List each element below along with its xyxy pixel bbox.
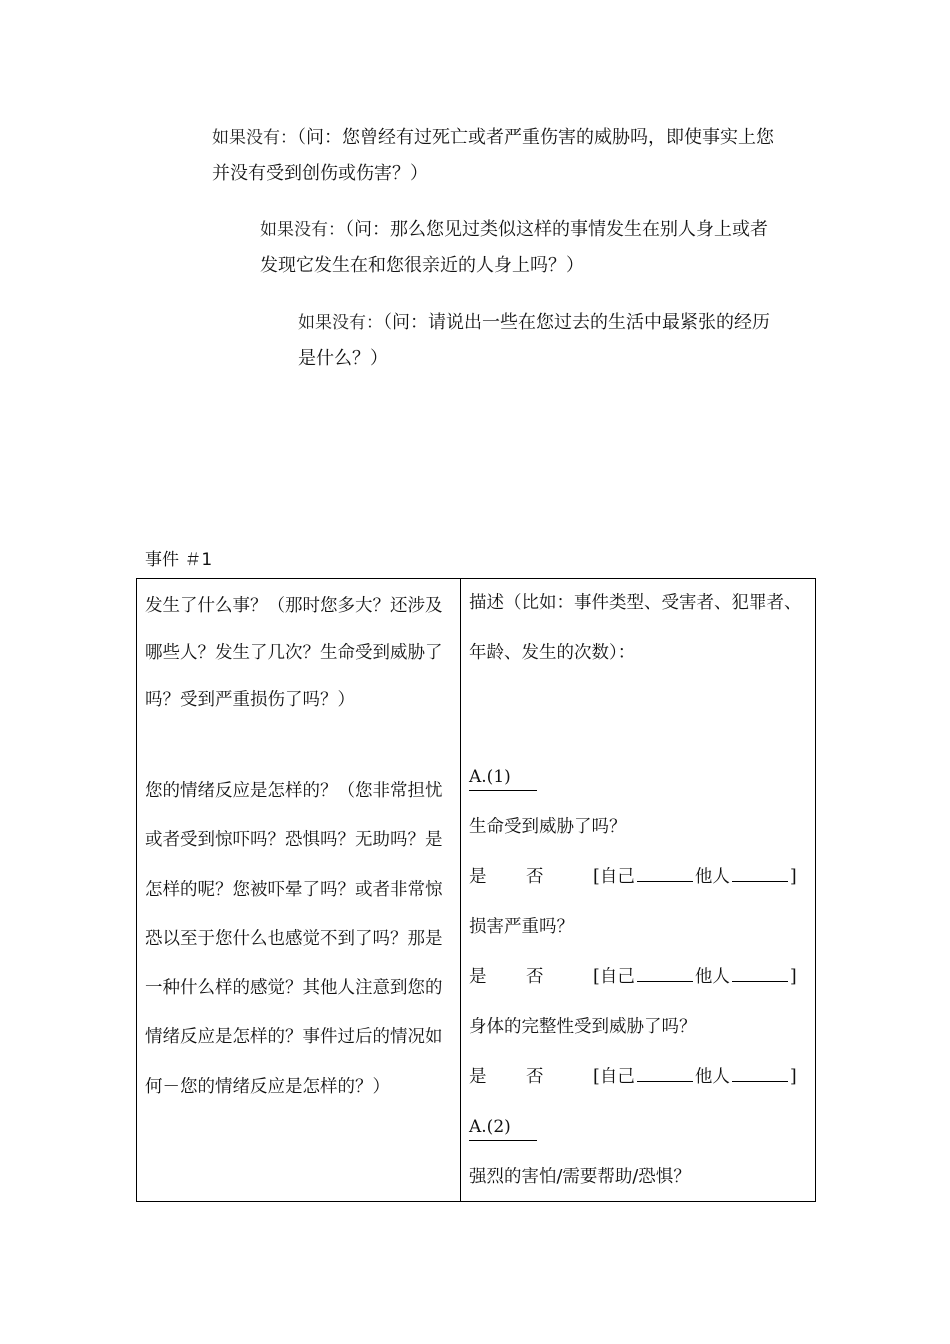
yes-no-row-1: 是 否 [自己 他人 ] <box>469 863 487 888</box>
if-not-prefix: 如果没有： <box>212 128 297 148</box>
a1-severe-damage-question: 损害严重吗？ <box>469 917 574 937</box>
what-happened-question: 发生了什么事？（那时您多大？还涉及哪些人？发生了几次？生命受到威胁了吗？受到严重损伤了吗？） <box>145 596 443 710</box>
if-not-prefix: 如果没有： <box>260 220 345 240</box>
yes-option[interactable]: 是 <box>469 967 487 987</box>
question-text-line2: 并没有受到创伤或伤害？） <box>212 163 428 184</box>
other-blank[interactable] <box>732 967 788 982</box>
question-text: （问：您曾经有过死亡或者严重伤害的威胁吗，即使事实上您 <box>297 127 774 148</box>
yes-option[interactable]: 是 <box>469 867 487 887</box>
question-text: （问：那么您见过类似这样的事情发生在别人身上或者 <box>345 219 768 240</box>
question-text-line2: 发现它发生在和您很亲近的人身上吗？） <box>260 255 584 276</box>
if-not-prefix: 如果没有： <box>298 313 383 333</box>
other-label: 他人 <box>694 1067 730 1087</box>
event-table <box>136 578 816 1202</box>
a1-body-integrity-question: 身体的完整性受到威胁了吗？ <box>469 1017 697 1037</box>
self-blank[interactable] <box>637 1067 693 1082</box>
yes-no-row-2: 是 否 [自己 他人 ] <box>469 963 487 988</box>
a2-heading: A.(2) <box>469 1117 537 1141</box>
self-label: 自己 <box>599 1067 635 1087</box>
no-option[interactable]: 否 <box>526 1067 544 1087</box>
yes-option[interactable]: 是 <box>469 1067 487 1087</box>
self-blank[interactable] <box>637 867 693 882</box>
intro-paragraph-1 <box>212 120 812 192</box>
intro-paragraph-2 <box>260 212 815 284</box>
self-label: 自己 <box>599 867 635 887</box>
describe-line-2: 年龄、发生的次数）： <box>469 643 636 663</box>
intro-paragraph-3 <box>298 305 813 377</box>
question-text: （问：请说出一些在您过去的生活中最紧张的经历 <box>383 312 770 333</box>
a1-life-threat-question: 生命受到威胁了吗？ <box>469 817 627 837</box>
other-blank[interactable] <box>732 1067 788 1082</box>
event-label: 事件 ＃1 <box>145 550 213 570</box>
describe-line-1: 描述（比如：事件类型、受害者、犯罪者、 <box>469 593 802 613</box>
other-label: 他人 <box>694 967 730 987</box>
question-text-line2: 是什么？） <box>298 348 388 369</box>
other-label: 他人 <box>694 867 730 887</box>
a1-heading: A.(1) <box>469 767 537 791</box>
yes-no-row-3: 是 否 [自己 他人 ] <box>469 1063 487 1088</box>
no-option[interactable]: 否 <box>526 967 544 987</box>
emotional-reaction-question: 您的情绪反应是怎样的？（您非常担忧或者受到惊吓吗？恐惧吗？无助吗？是怎样的呢？您被吓晕了吗？或者非常惊恐以至于您什么也感觉不到了吗？那是一种什么样的感觉？其他人注意到您的情绪反应是怎样的？事件过后的情况如何－您的情绪反应是怎样的？） <box>145 781 443 1097</box>
a2-fear-question: 强烈的害怕/需要帮助/恐惧？ <box>469 1167 691 1187</box>
other-blank[interactable] <box>732 867 788 882</box>
no-option[interactable]: 否 <box>526 867 544 887</box>
self-blank[interactable] <box>637 967 693 982</box>
column-divider <box>460 579 461 1201</box>
self-label: 自己 <box>599 967 635 987</box>
